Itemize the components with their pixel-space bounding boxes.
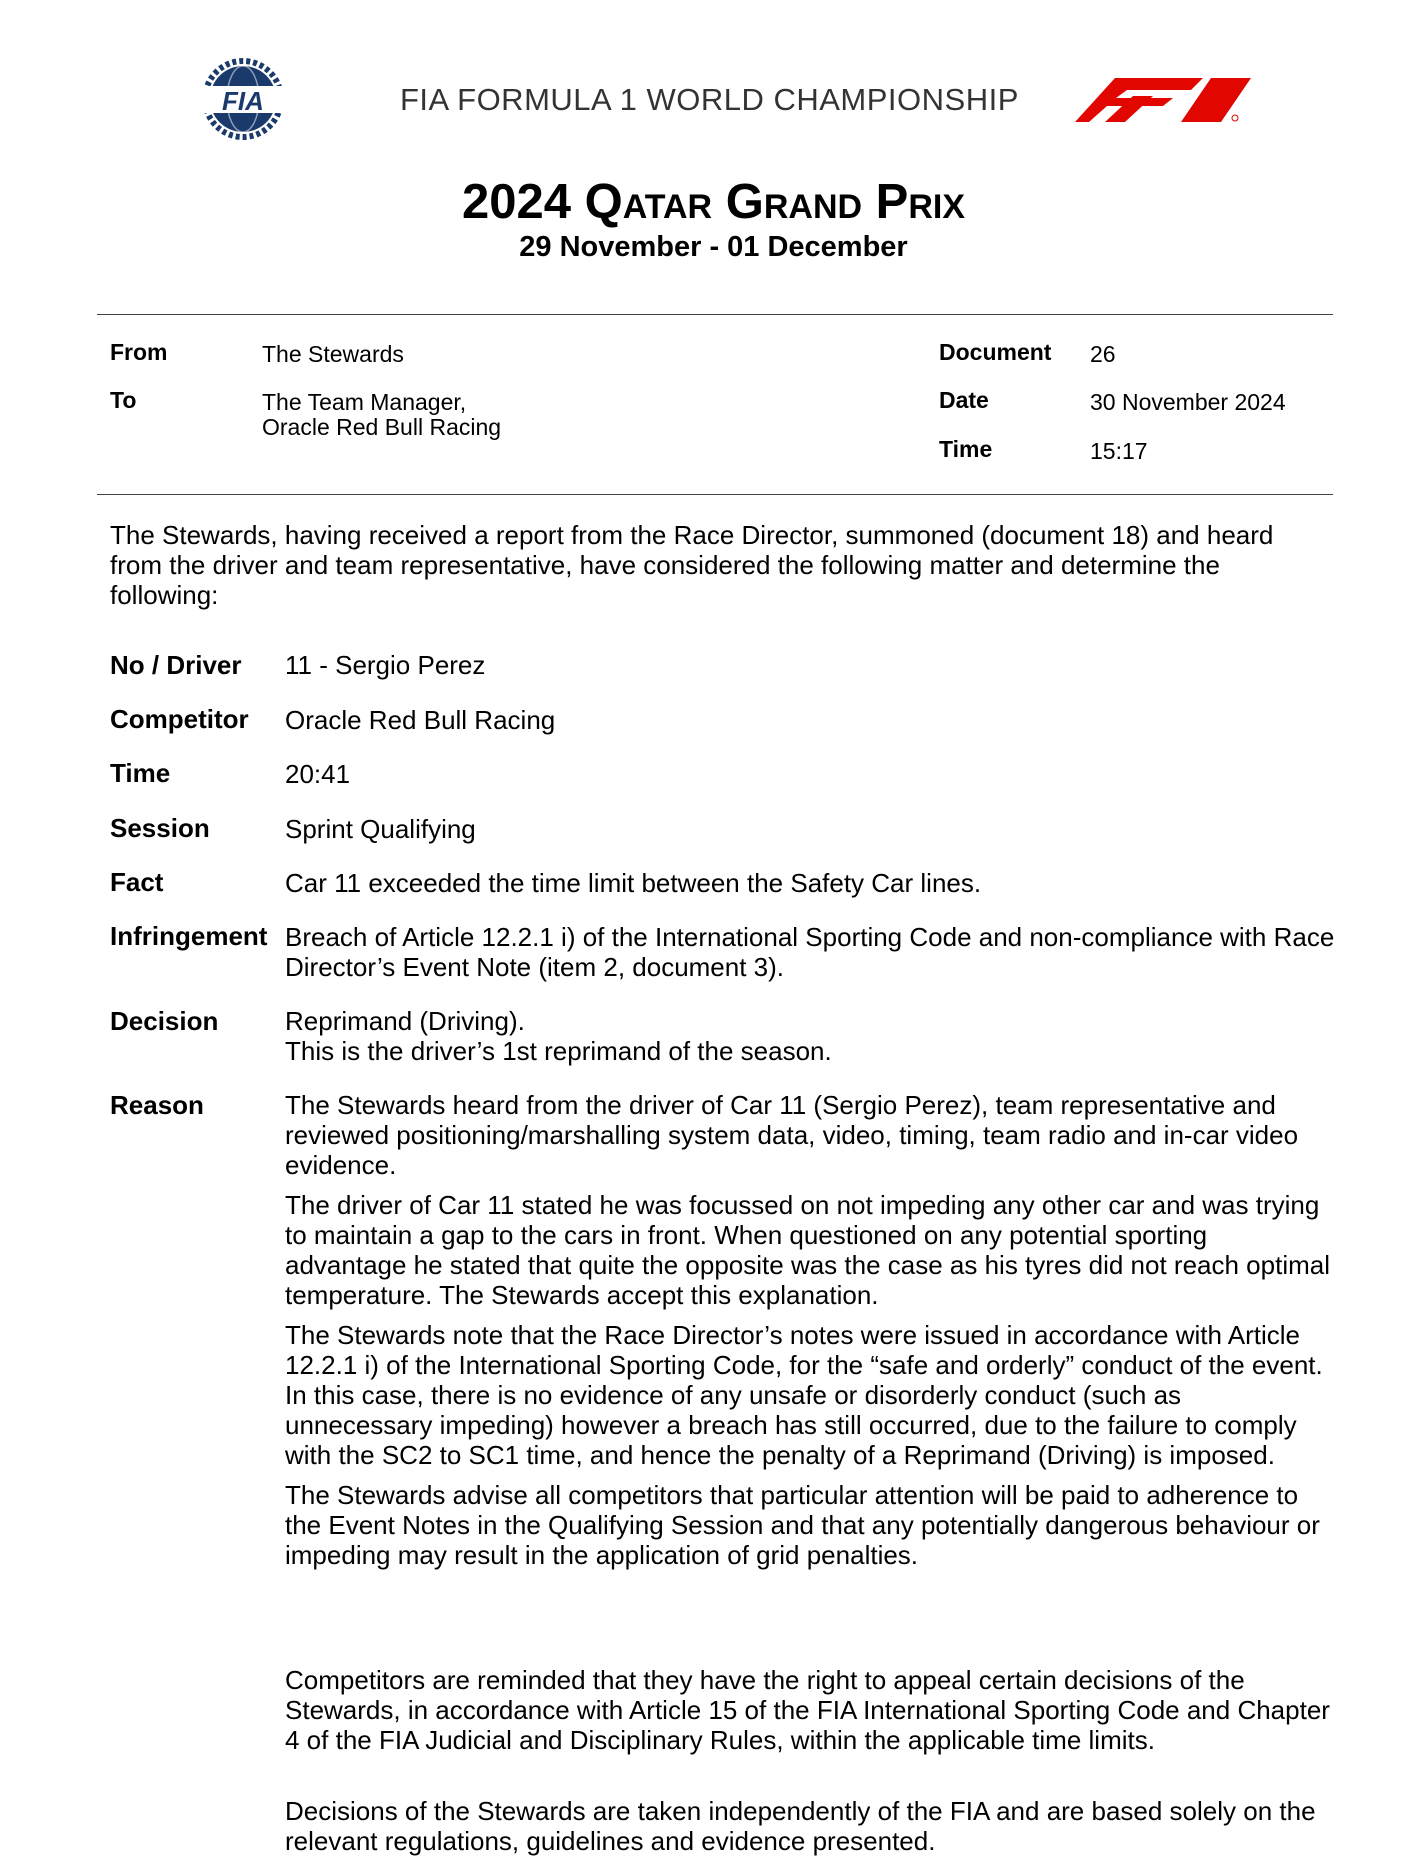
event-year: 2024 bbox=[461, 175, 571, 229]
document-value: 26 bbox=[1090, 341, 1116, 367]
to-label: To bbox=[110, 387, 137, 413]
decision-line-2: This is the driver’s 1st reprimand of the season. bbox=[285, 1036, 832, 1066]
time-value: 15:17 bbox=[1090, 438, 1148, 464]
document-label: Document bbox=[939, 339, 1052, 365]
svg-text:FIA: FIA bbox=[222, 86, 264, 116]
event-name: Qatar Grand Prix bbox=[584, 175, 966, 229]
intro-paragraph: The Stewards, having received a report from the Race Director, summoned (document 18) and heard from the driver and team representative, have considered the following matter and determine the following: bbox=[110, 520, 1274, 610]
event-dates: 29 November - 01 December bbox=[519, 231, 908, 263]
event-title bbox=[0, 174, 1427, 230]
reason-paragraph-4: The Stewards advise all competitors that particular attention will be paid to adherence to the Event Notes in the Qualifying Session and that any potentially dangerous behaviour or impeding may result in the application of grid penalties. bbox=[285, 1480, 1320, 1570]
championship-title: FIA FORMULA 1 WORLD CHAMPIONSHIP bbox=[400, 82, 1019, 117]
competitor-label: Competitor bbox=[110, 704, 249, 734]
reason-paragraph-3: The Stewards note that the Race Director’s notes were issued in accordance with Article 12.2.1 i) of the International Sporting Code, for the “safe and orderly” conduct of the event. In this case, there is no evidence of any unsafe or disorderly conduct (such as unnecessary impeding) however a breach has still occurred, due to the failure to comply with the SC2 to SC1 time, and hence the penalty of a Reprimand (Driving) is imposed. bbox=[285, 1320, 1323, 1470]
date-value: 30 November 2024 bbox=[1090, 389, 1286, 415]
reason-paragraph-1: The Stewards heard from the driver of Car 11 (Sergio Perez), team representative and reviewed positioning/marshalling system data, video, timing, team radio and in-car video evidence. bbox=[285, 1090, 1299, 1180]
driver-label: No / Driver bbox=[110, 650, 242, 680]
session-value: Sprint Qualifying bbox=[285, 814, 476, 844]
f1-logo bbox=[1075, 76, 1251, 124]
time-label: Time bbox=[939, 436, 993, 462]
appeal-notice: Competitors are reminded that they have the right to appeal certain decisions of the Stewards, in accordance with Article 15 of the FIA International Sporting Code and Chapter 4 of the FIA Judicial and Disciplinary Rules, within the applicable time limits. bbox=[285, 1665, 1330, 1755]
bottom-divider bbox=[97, 494, 1333, 495]
driver-value: 11 - Sergio Perez bbox=[285, 650, 486, 680]
decision-label: Decision bbox=[110, 1006, 219, 1036]
infringement-value: Breach of Article 12.2.1 i) of the International Sporting Code and non-compliance with Race Director’s Event Note (item 2, document 3). bbox=[285, 922, 1335, 982]
from-value: The Stewards bbox=[262, 341, 404, 367]
decision-value bbox=[285, 1006, 1335, 1066]
fact-value: Car 11 exceeded the time limit between the Safety Car lines. bbox=[285, 868, 982, 898]
top-divider bbox=[97, 314, 1333, 315]
to-line-2: Oracle Red Bull Racing bbox=[262, 414, 502, 440]
session-time-label: Time bbox=[110, 758, 171, 788]
infringement-label: Infringement bbox=[110, 921, 268, 951]
reason-paragraph-2: The driver of Car 11 stated he was focussed on not impeding any other car and was trying to maintain a gap to the cars in front. When questioned on any potential sporting advantage he stated that quite the opposite was the case as his tyres did not reach optimal temperature. The Stewards accept this explanation. bbox=[285, 1190, 1330, 1310]
competitor-value: Oracle Red Bull Racing bbox=[285, 705, 556, 735]
reason-label: Reason bbox=[110, 1090, 204, 1120]
fia-logo bbox=[183, 57, 303, 141]
date-label: Date bbox=[939, 387, 989, 413]
reason-body bbox=[285, 1090, 1335, 1580]
session-time-value: 20:41 bbox=[285, 759, 351, 789]
session-label: Session bbox=[110, 813, 210, 843]
to-line-1: The Team Manager, bbox=[262, 389, 467, 415]
decision-line-1: Reprimand (Driving). bbox=[285, 1006, 525, 1036]
fact-label: Fact bbox=[110, 867, 164, 897]
independence-notice: Decisions of the Stewards are taken independently of the FIA and are based solely on the relevant regulations, guidelines and evidence presented. bbox=[285, 1796, 1316, 1856]
from-label: From bbox=[110, 339, 168, 365]
